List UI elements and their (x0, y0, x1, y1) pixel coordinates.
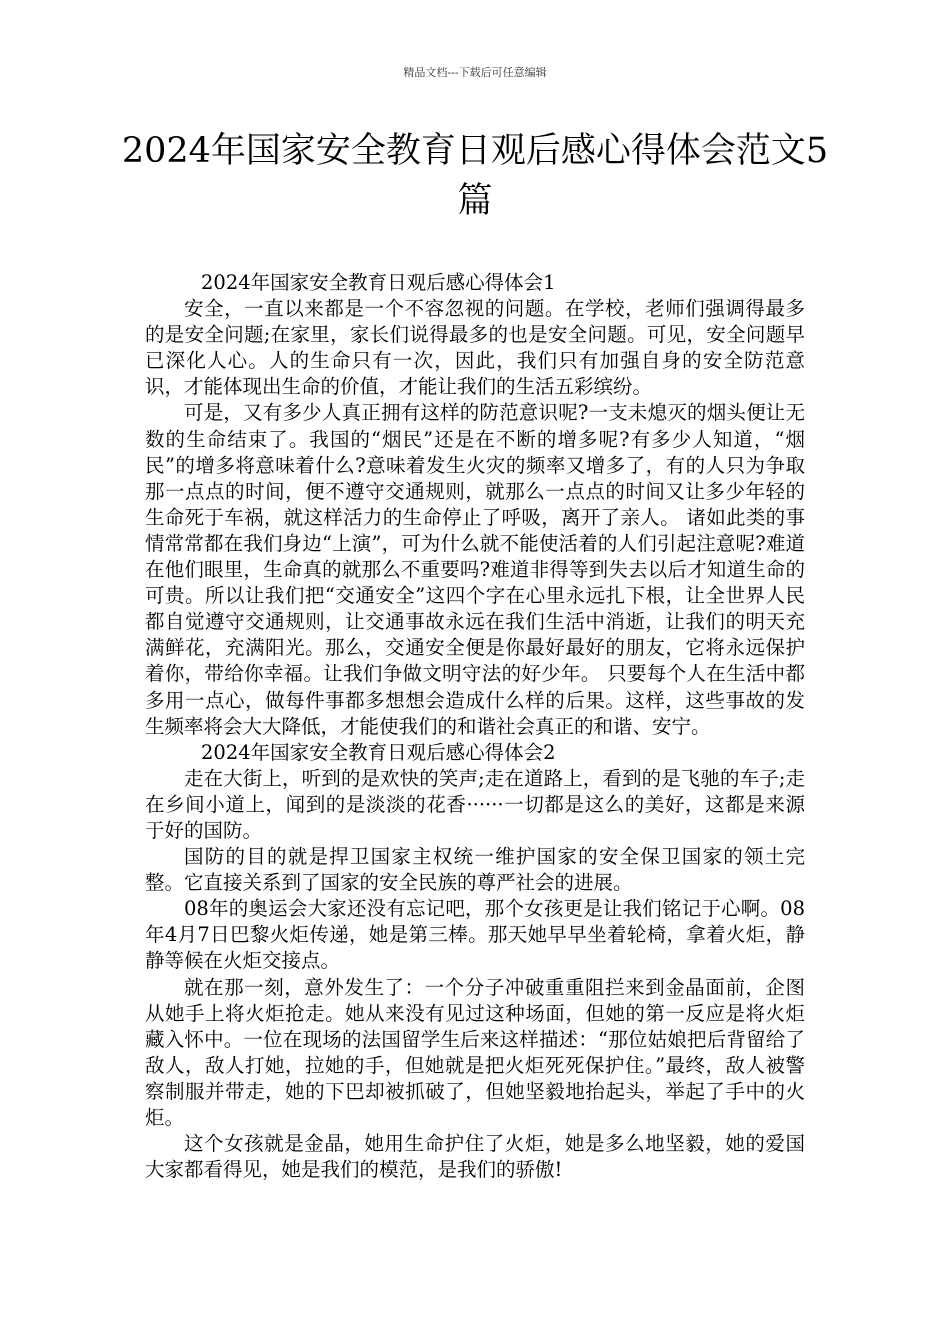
document-title: 2024年国家安全教育日观后感心得体会范文5篇 (121, 131, 829, 221)
body-paragraph: 就在那一刻，意外发生了：一个分子冲破重重阻拦来到金晶面前，企图从她手上将火炬抢走。她从来没有见过这种场面，但她的第一反应是将火炬藏入怀中。一位在现场的法国留学生后来这样描述：“那位姑娘把后背留给了敌人，敌人打她，拉她的手，但她就是把火炬死死保护住。”最终，敌人被警察制服并带走，她的下巴却被抓破了，但她坚毅地抬起头，举起了手中的火炬。 (145, 975, 805, 1129)
body-paragraph: 走在大街上，听到的是欢快的笑声;走在道路上，看到的是飞驰的车子;走在乡间小道上，闻到的是淡淡的花香······一切都是这么的美好，这都是来源于好的国防。 (145, 766, 805, 842)
section-heading: 2024年国家安全教育日观后感心得体会1 (201, 271, 556, 294)
body-paragraph: 这个女孩就是金晶，她用生命护住了火炬，她是多么地坚毅，她的爱国大家都看得见，她是我们的模范，是我们的骄傲! (145, 1132, 805, 1182)
body-paragraph: 安全，一直以来都是一个不容忽视的问题。在学校，老师们强调得最多的是安全问题;在家里，家长们说得最多的也是安全问题。可见，安全问题早已深化人心。人的生命只有一次，因此，我们只有加强自身的安全防范意识，才能体现出生命的价值，才能让我们的生活五彩缤纷。 (145, 297, 805, 399)
section-heading: 2024年国家安全教育日观后感心得体会2 (201, 740, 556, 764)
document-body (145, 270, 805, 1183)
body-paragraph: 国防的目的就是捍卫国家主权统一维护国家的安全保卫国家的领土完整。它直接关系到了国家的安全民族的尊严社会的进展。 (145, 845, 805, 895)
body-paragraph: 可是，又有多少人真正拥有这样的防范意识呢?一支未熄灭的烟头便让无数的生命结束了。我国的“烟民”还是在不断的增多呢?有多少人知道，“烟民”的增多将意味着什么?意味着发生火灾的频率又增多了，有的人只为争取那一点点的时间，便不遵守交通规则，就那么一点点的时间又让多少年轻的生命死于车祸，就这样活力的生命停止了呼吸，离开了亲人。 诸如此类的事情常常都在我们身边“上演”，可为什么就不能使活着的人们引起注意呢?难道在他们眼里，生命真的就那么不重要吗?难道非得等到失去以后才知道生命的可贵。所以让我们把“交通安全”这四个字在心里永远扎下根，让全世界人民都自觉遵守交通规则，让交通事故永远在我们生活中消逝，让我们的明天充满鲜花，充满阳光。那么，交通安全便是你最好最好的朋友，它将永远保护着你，带给你幸福。让我们争做文明守法的好少年。 只要每个人在生活中都多用一点心，做每件事都多想想会造成什么样的后果。这样，这些事故的发生频率将会大大降低，才能使我们的和谐社会真正的和谐、安宁。 (145, 401, 805, 738)
body-paragraph: 08年的奥运会大家还没有忘记吧，那个女孩更是让我们铭记于心啊。08年4月7日巴黎火炬传递，她是第三棒。那天她早早坐着轮椅，拿着火炬，静静等候在火炬交接点。 (145, 897, 805, 973)
header-note: 精品文档---下载后可任意编辑 (403, 66, 547, 79)
